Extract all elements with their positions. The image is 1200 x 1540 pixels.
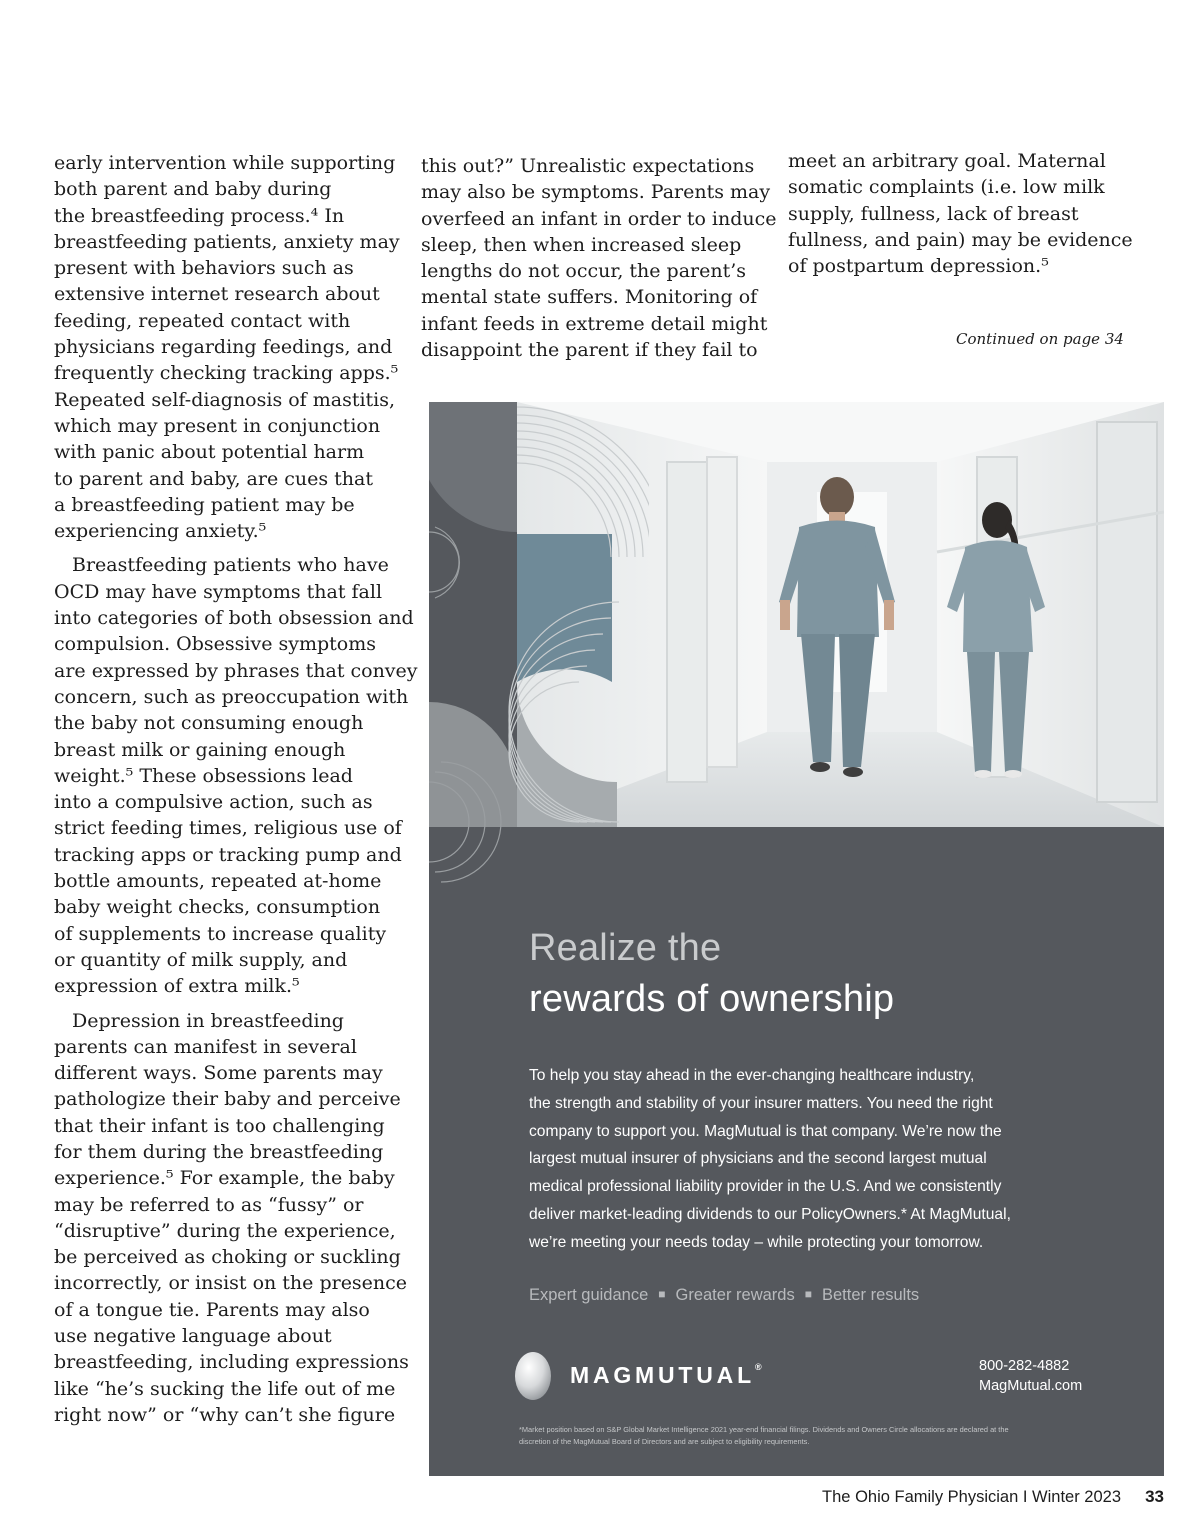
tag-expert-guidance: Expert guidance xyxy=(529,1286,649,1304)
text-line: concern, such as preoccupation with xyxy=(54,685,409,708)
text-line: different ways. Some parents may xyxy=(54,1062,383,1085)
text-line: experiencing anxiety.⁵ xyxy=(54,520,267,543)
text-line: the baby not consuming enough xyxy=(54,712,364,735)
ad-headline-line-2: rewards of ownership xyxy=(529,978,895,1020)
text-line: use negative language about xyxy=(54,1325,332,1348)
text-line: expression of extra milk.⁵ xyxy=(54,975,300,998)
text-line: this out?” Unrealistic expectations xyxy=(421,155,755,177)
text-line: into a compulsive action, such as xyxy=(54,791,373,814)
text-line: the strength and stability of your insurer matters. You need the right xyxy=(529,1094,993,1112)
text-line: experience.⁵ For example, the baby xyxy=(54,1167,395,1190)
text-line: breast milk or gaining enough xyxy=(54,738,346,761)
text-line: a breastfeeding patient may be xyxy=(54,493,355,516)
text-line: of supplements to increase quality xyxy=(54,922,387,945)
text-line: the breastfeeding process.⁴ In xyxy=(54,204,345,227)
registered-mark: ® xyxy=(754,1362,762,1373)
text-line: medical professional liability provider in the U.S. And we consistently xyxy=(529,1178,1002,1196)
text-line: supply, fullness, lack of breast xyxy=(788,202,1079,225)
text-line: meet an arbitrary goal. Maternal xyxy=(788,150,1106,172)
text-line: somatic complaints (i.e. low milk xyxy=(788,176,1105,199)
text-line: “disruptive” during the experience, xyxy=(54,1219,396,1242)
text-line: largest mutual insurer of physicians and the second largest mutual xyxy=(529,1150,987,1168)
text-line: infant feeds in extreme detail might xyxy=(421,312,768,335)
text-line: disappoint the parent if they fail to xyxy=(421,339,758,362)
text-line: extensive internet research about xyxy=(54,283,380,306)
article-column-2 xyxy=(421,153,777,363)
text-line: fullness, and pain) may be evidence xyxy=(788,228,1133,251)
tag-better-results: Better results xyxy=(821,1286,920,1304)
ad-body-text xyxy=(529,1062,1011,1257)
article-paragraph xyxy=(54,1008,418,1429)
text-line: tracking apps or tracking pump and xyxy=(54,843,402,866)
magmutual-advertisement xyxy=(429,402,1164,1476)
article-paragraph xyxy=(54,150,418,544)
article-paragraph xyxy=(54,552,418,999)
text-line: incorrectly, or insist on the presence xyxy=(54,1272,408,1295)
text-line: are expressed by phrases that convey xyxy=(54,659,418,682)
text-line: into categories of both obsession and xyxy=(54,607,414,630)
text-line: *Market position based on S&P Global Market Intelligence 2021 year-end financial filings. Dividends and Owners Circle allocations are declared at the xyxy=(519,1425,1009,1434)
publication-footer: The Ohio Family Physician I Winter 2023 xyxy=(822,1488,1121,1506)
text-line: overfeed an infant in order to induce xyxy=(421,207,777,230)
decorative-arcs-graphic xyxy=(429,402,649,1002)
text-line: early intervention while supporting xyxy=(54,152,396,174)
text-line: breastfeeding patients, anxiety may xyxy=(54,230,400,253)
tag-greater-rewards: Greater rewards xyxy=(675,1286,795,1304)
text-line: which may present in conjunction xyxy=(54,414,381,437)
text-line: Repeated self-diagnosis of mastitis, xyxy=(54,388,396,411)
text-line: like “he’s sucking the life out of me xyxy=(54,1377,396,1400)
article-column-1 xyxy=(54,150,418,1436)
text-line: we’re meeting your needs today – while protecting your tomorrow. xyxy=(529,1233,984,1251)
ad-headline-line-1: Realize the xyxy=(529,927,722,969)
bullet-dot-icon: ■ xyxy=(658,1287,666,1301)
text-line: physicians regarding feedings, and xyxy=(54,336,393,359)
text-line: lengths do not occur, the parent’s xyxy=(421,260,747,283)
text-line: company to support you. MagMutual is that company. We’re now the xyxy=(529,1122,1002,1140)
text-line: strict feeding times, religious use of xyxy=(54,817,402,840)
magmutual-egg-logo-icon xyxy=(513,1346,553,1402)
text-line: discretion of the MagMutual Board of Directors and are subject to eligibility requirements. xyxy=(519,1437,810,1446)
text-line: parents can manifest in several xyxy=(54,1035,357,1058)
article-column-3 xyxy=(788,148,1133,279)
magmutual-wordmark xyxy=(570,1362,762,1389)
text-line: both parent and baby during xyxy=(54,178,332,201)
text-line: may also be symptoms. Parents may xyxy=(421,181,771,204)
wordmark-text: MAGMUTUAL xyxy=(570,1362,755,1388)
text-line: feeding, repeated contact with xyxy=(54,309,351,332)
text-line: that their infant is too challenging xyxy=(54,1114,385,1137)
text-line: Depression in breastfeeding xyxy=(72,1009,344,1032)
text-line: pathologize their baby and perceive xyxy=(54,1088,401,1111)
text-line: Breastfeeding patients who have xyxy=(72,554,389,577)
text-line: for them during the breastfeeding xyxy=(54,1140,384,1163)
text-line: bottle amounts, repeated at-home xyxy=(54,870,382,893)
ad-phone[interactable]: 800-282-4882 xyxy=(979,1358,1070,1374)
text-line: sleep, then when increased sleep xyxy=(421,233,742,256)
ad-website-link[interactable]: MagMutual.com xyxy=(979,1378,1083,1394)
text-line: weight.⁵ These obsessions lead xyxy=(54,764,353,787)
text-line: mental state suffers. Monitoring of xyxy=(421,286,758,309)
text-line: breastfeeding, including expressions xyxy=(54,1351,409,1374)
text-line: present with behaviors such as xyxy=(54,257,354,280)
text-line: or quantity of milk supply, and xyxy=(54,948,348,971)
ad-contact-info xyxy=(979,1356,1082,1396)
text-line: frequently checking tracking apps.⁵ xyxy=(54,362,399,385)
text-line: be perceived as choking or suckling xyxy=(54,1246,401,1269)
text-line: to parent and baby, are cues that xyxy=(54,467,373,490)
text-line: with panic about potential harm xyxy=(54,441,365,464)
text-line: To help you stay ahead in the ever-changing healthcare industry, xyxy=(529,1067,975,1084)
text-line: may be referred to as “fussy” or xyxy=(54,1193,364,1216)
bullet-dot-icon: ■ xyxy=(804,1287,812,1301)
text-line: OCD may have symptoms that fall xyxy=(54,580,383,603)
page-number: 33 xyxy=(1145,1487,1164,1506)
text-line: of a tongue tie. Parents may also xyxy=(54,1298,370,1321)
continued-on-page: Continued on page 34 xyxy=(956,330,1124,348)
text-line: right now” or “why can’t she figure xyxy=(54,1403,396,1426)
text-line: of postpartum depression.⁵ xyxy=(788,255,1049,278)
ad-tagline xyxy=(529,1286,919,1305)
ad-fine-print xyxy=(519,1424,1009,1448)
text-line: compulsion. Obsessive symptoms xyxy=(54,633,376,656)
text-line: deliver market-leading dividends to our PolicyOwners.* At MagMutual, xyxy=(529,1205,1011,1223)
text-line: baby weight checks, consumption xyxy=(54,896,381,919)
